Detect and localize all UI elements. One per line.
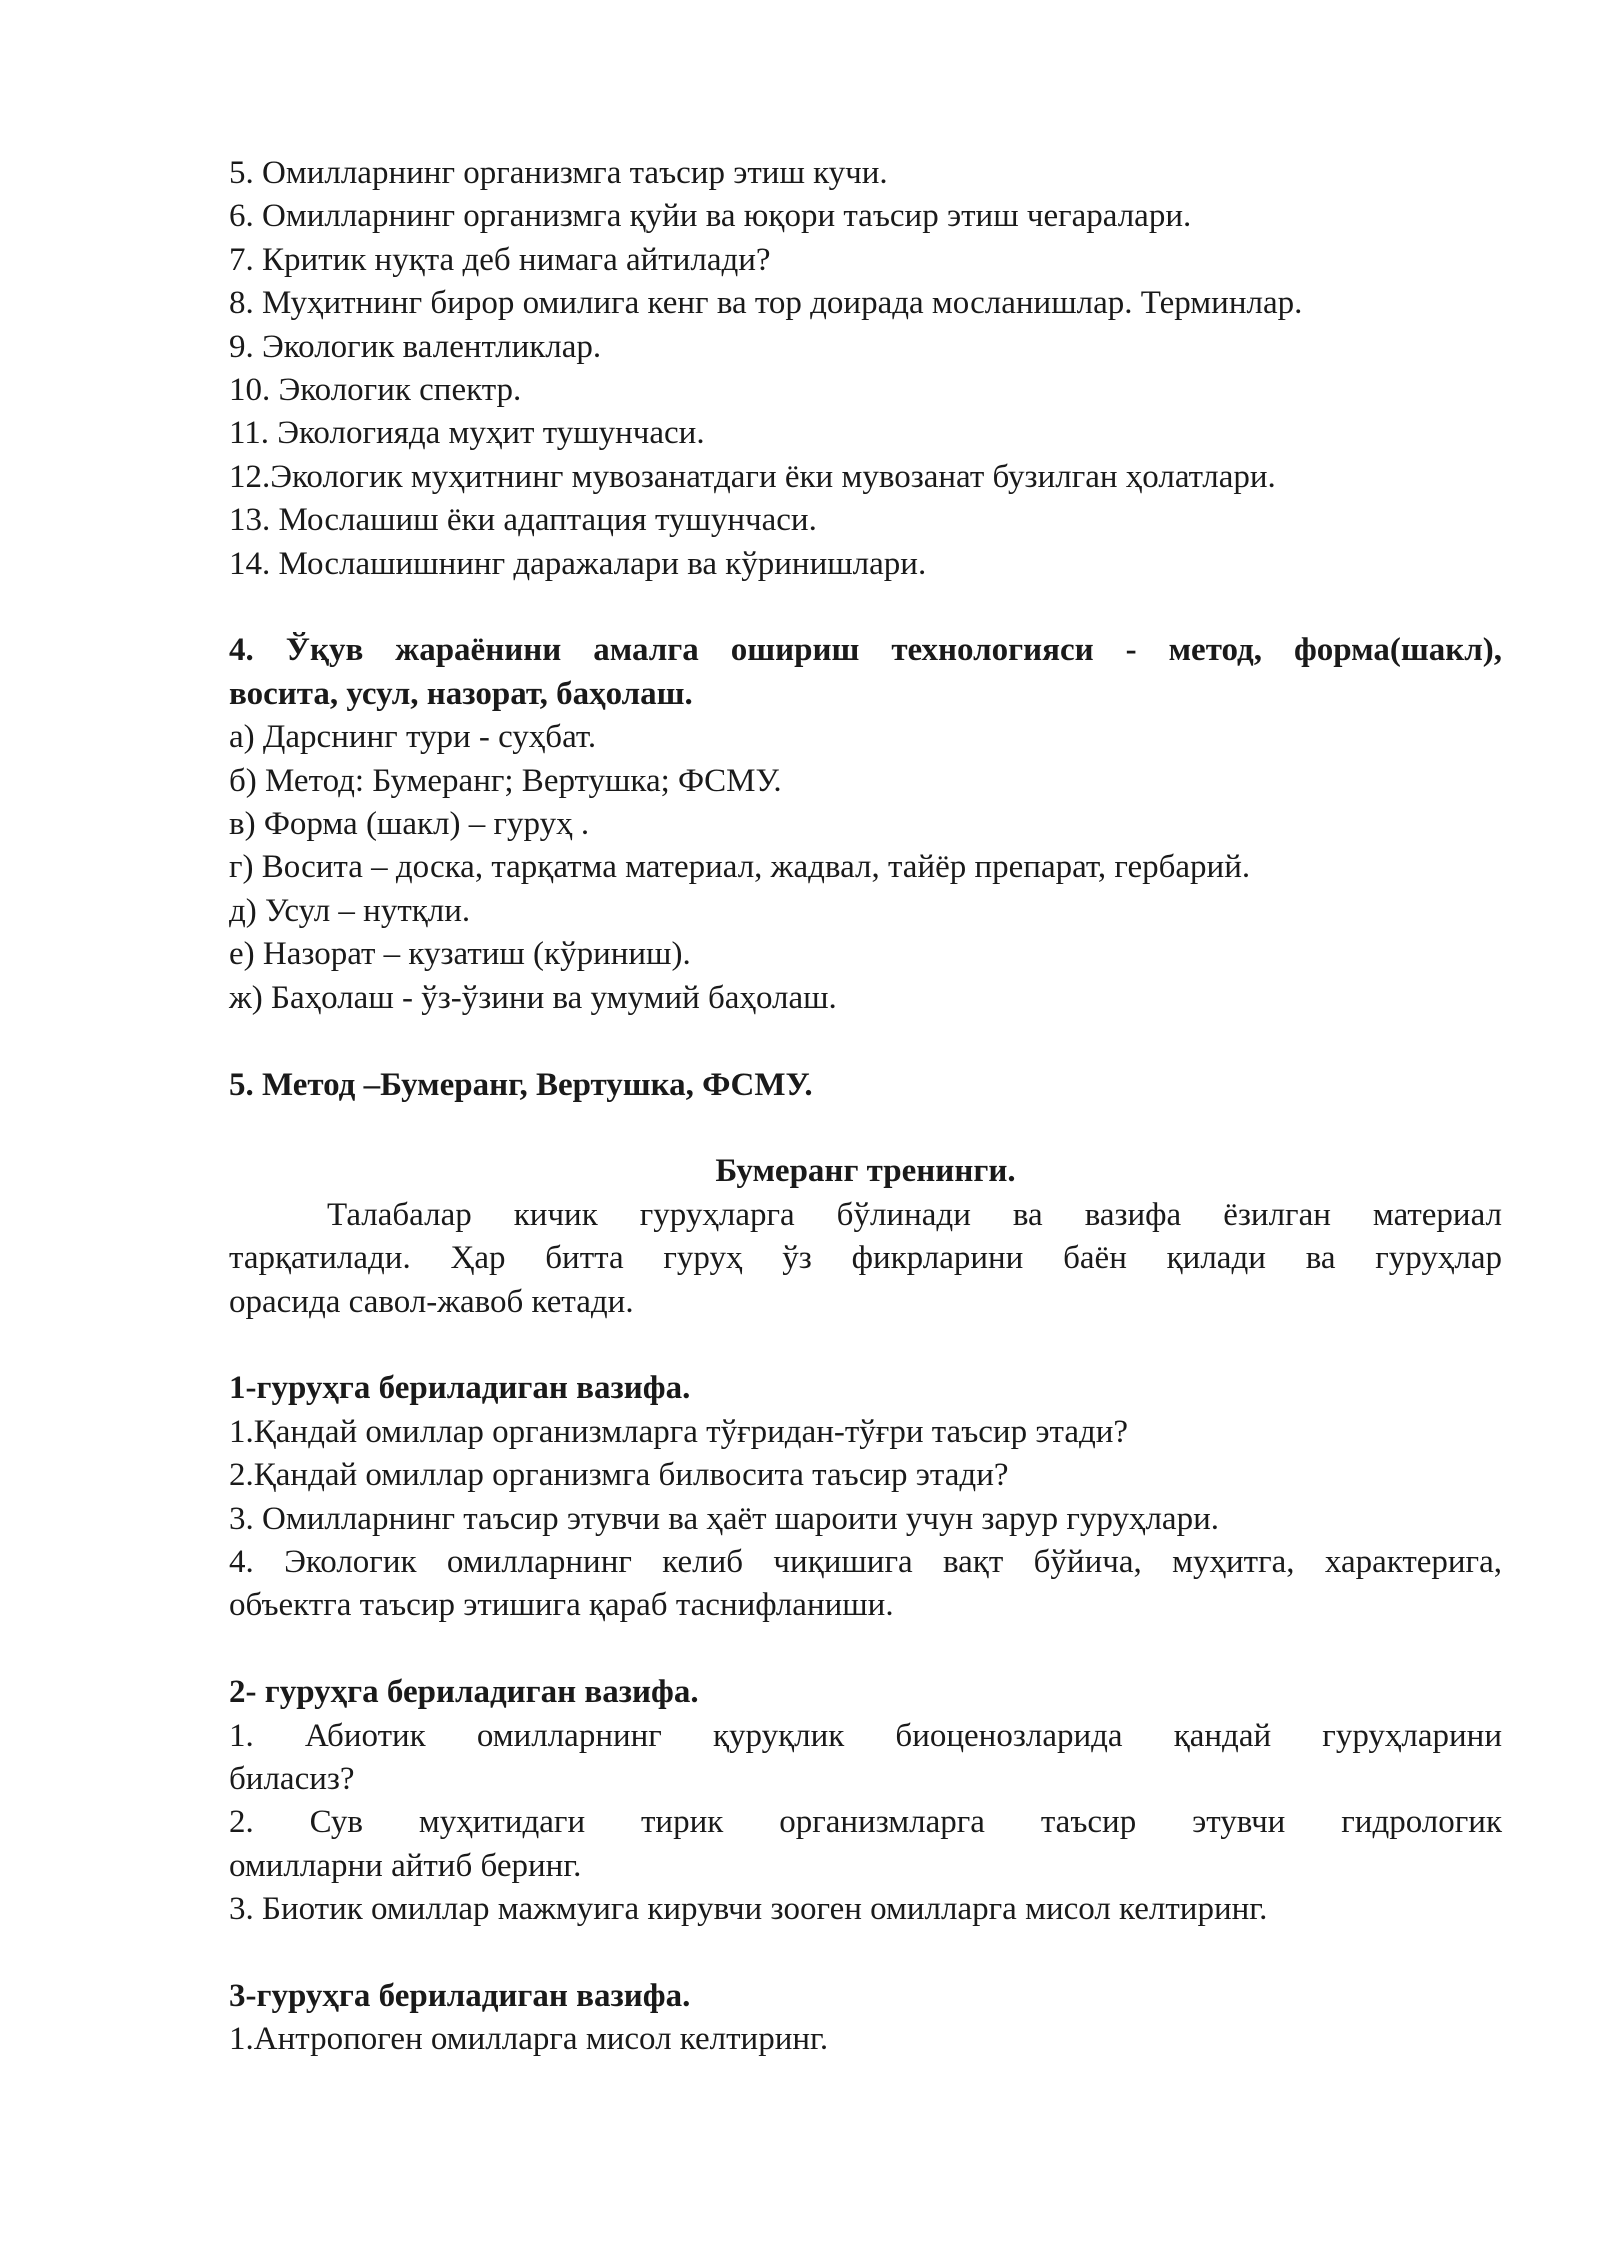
group-2-question-1-line-1: 1. Абиотик омилларнинг қуруқлик биоценозларида қандай гуруҳларини	[229, 1717, 1502, 1754]
group-3-heading: 3-гуруҳга бериладиган вазифа.	[229, 1977, 691, 2014]
question-6: 6. Омилларнинг организмга қуйи ва юқори таъсир этиш чегаралари.	[229, 198, 1192, 235]
section-5-heading: 5. Метод –Бумеранг, Вертушка, ФСМУ.	[229, 1066, 813, 1103]
question-8: 8. Муҳитнинг бирор омилига кенг ва тор доирада мосланишлар. Терминлар.	[229, 285, 1303, 322]
spacer	[229, 1020, 1502, 1063]
section-4-item-d: д) Усул – нутқли.	[229, 892, 471, 929]
group-3-question-1: 1.Антропоген омилларга мисол келтиринг.	[229, 2021, 829, 2058]
question-5: 5. Омилларнинг организмга таъсир этиш кучи.	[229, 155, 888, 191]
section-4-heading-line-1: 4. Ўқув жараёнини амалга ошириш технологияси - метод, форма(шакл),	[229, 632, 1502, 669]
spacer	[229, 1324, 1502, 1367]
group-1-question-1: 1.Қандай омиллар организмларга тўғридан-тўғри таъсир этади?	[229, 1413, 1129, 1450]
group-2-question-3: 3. Биотик омиллар мажмуига кирувчи зooген омилларга мисол келтиринг.	[229, 1891, 1268, 1928]
spacer	[229, 1107, 1502, 1150]
spacer	[229, 1628, 1502, 1671]
question-9: 9. Экологик валентликлар.	[229, 328, 602, 365]
section-4-item-zh: ж) Баҳолаш - ўз-ўзини ва умумий баҳолаш.	[229, 979, 837, 1016]
training-title: Бумеранг тренинги.	[715, 1153, 1016, 1190]
group-2-question-1-line-2: биласиз?	[229, 1760, 355, 1797]
group-2-heading: 2- гуруҳга бериладиган вазифа.	[229, 1674, 699, 1711]
training-paragraph-line-2: тарқатилади. Ҳар битта гуруҳ ўз фикрларини баён қилади ва гуруҳлар	[229, 1240, 1502, 1277]
section-4-heading-line-2: восита, усул, назорат, баҳолаш.	[229, 675, 693, 712]
section-4-item-b: б) Метод: Бумеранг; Вертушка; ФСМУ.	[229, 762, 782, 799]
group-1-question-3: 3. Омилларнинг таъсир этувчи ва ҳаёт шароити учун зарур гуруҳлари.	[229, 1500, 1219, 1537]
spacer	[229, 1932, 1502, 1975]
section-4-item-g: г) Восита – доска, тарқатма материал, жадвал, тайёр препарат, гербарий.	[229, 849, 1251, 886]
group-1-question-2: 2.Қандай омиллар организмга билвосита таъсир этади?	[229, 1457, 1009, 1494]
group-1-question-4-line-1: 4. Экологик омилларнинг келиб чиқишига вақт бўйича, муҳитга, характерига,	[229, 1543, 1502, 1580]
question-14: 14. Мослашишнинг даражалари ва кўринишлари.	[229, 545, 927, 582]
question-11: 11. Экологияда муҳит тушунчаси.	[229, 415, 705, 452]
spacer	[229, 586, 1502, 629]
section-4-item-a: а) Дарснинг тури - суҳбат.	[229, 719, 597, 756]
training-paragraph-line-3: орасида савол-жавоб кетади.	[229, 1283, 634, 1320]
training-paragraph-line-1: Талабалар кичик гуруҳларга бўлинади ва вазифа ёзилган материал	[327, 1196, 1502, 1233]
section-4-item-e: е) Назорат – кузатиш (кўриниш).	[229, 936, 691, 973]
group-1-question-4-line-2: объектга таъсир этишига қараб таснифланиши.	[229, 1587, 894, 1624]
section-4-item-v: в) Форма (шакл) – гуруҳ .	[229, 806, 590, 843]
group-1-heading: 1-гуруҳга бериладиган вазифа.	[229, 1370, 691, 1407]
group-2-question-2-line-1: 2. Сув муҳитидаги тирик организмларга таъсир этувчи гидрологик	[229, 1804, 1502, 1841]
question-13: 13. Мослашиш ёки адаптация тушунчаси.	[229, 502, 817, 539]
group-2-question-2-line-2: омилларни айтиб беринг.	[229, 1847, 582, 1884]
question-12: 12.Экологик муҳитнинг мувозанатдаги ёки мувозанат бузилган ҳолатлари.	[229, 458, 1276, 495]
question-7: 7. Критик нуқта деб нимага айтилади?	[229, 241, 771, 278]
question-10: 10. Экологик спектр.	[229, 372, 522, 409]
